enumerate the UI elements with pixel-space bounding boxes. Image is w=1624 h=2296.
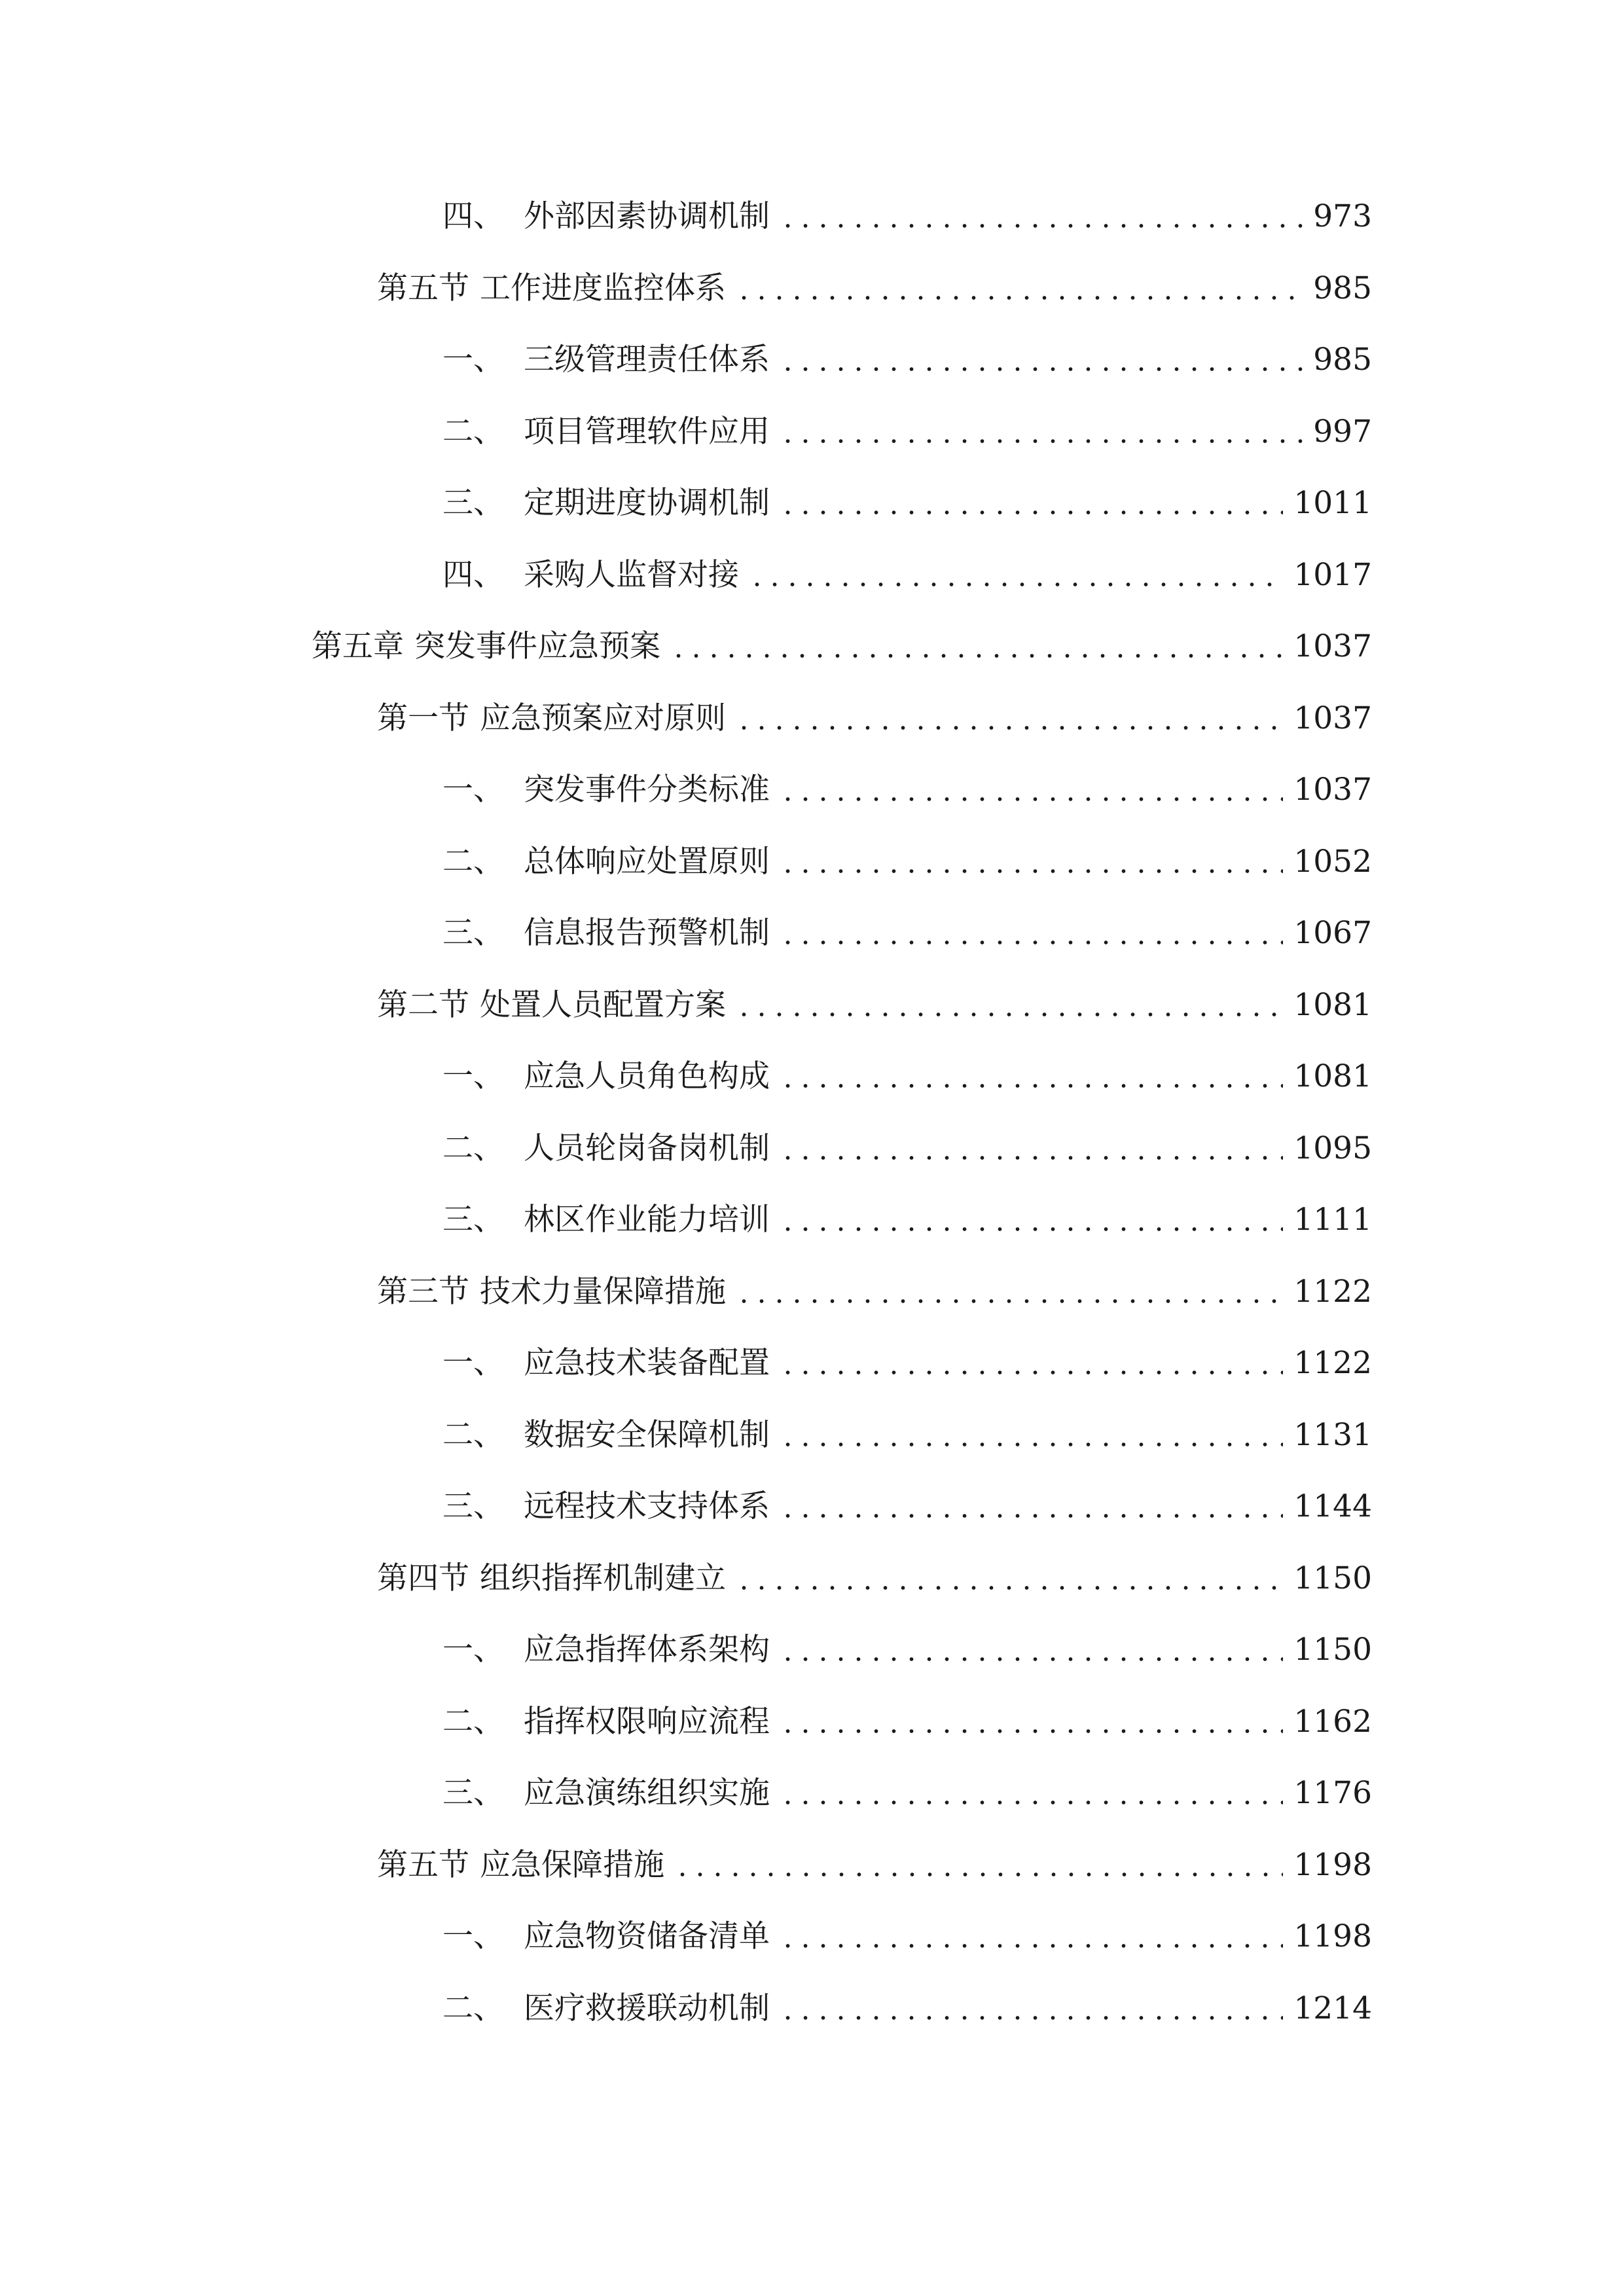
toc-entry[interactable] [0, 334, 1372, 386]
entry-number: 第二节 [377, 987, 469, 1023]
entry-title: 组织指挥机制建立 [480, 1560, 726, 1596]
entry-number: 一、 [442, 1345, 504, 1381]
entry-title: 应急指挥体系架构 [524, 1632, 770, 1668]
entry-number: 一、 [442, 1918, 504, 1954]
entry-page-number: 1052 [1293, 844, 1372, 880]
toc-entry[interactable] [0, 764, 1372, 816]
entry-title: 人员轮岗备岗机制 [524, 1130, 770, 1166]
entry-page-number: 1037 [1293, 628, 1372, 664]
toc-entry[interactable] [0, 1552, 1372, 1605]
toc-entry[interactable] [0, 1839, 1372, 1892]
entry-number: 四、 [442, 557, 504, 593]
entry-page-number: 1214 [1293, 1990, 1372, 2026]
entry-title: 项目管理软件应用 [524, 414, 770, 450]
entry-title: 信息报告预警机制 [524, 915, 770, 951]
entry-page-number: 997 [1313, 414, 1372, 450]
entry-title: 应急演练组织实施 [524, 1775, 770, 1811]
entry-title: 远程技术支持体系 [524, 1488, 770, 1524]
toc-entry[interactable] [0, 1122, 1372, 1175]
dot-leader [735, 296, 1303, 300]
entry-title: 应急保障措施 [480, 1847, 664, 1883]
entry-title: 总体响应处置原则 [524, 844, 770, 880]
toc-entry[interactable] [0, 1050, 1372, 1103]
dot-leader [779, 1156, 1283, 1160]
entry-title: 应急技术装备配置 [524, 1345, 770, 1381]
dot-leader [779, 1514, 1283, 1518]
toc-entry[interactable] [0, 979, 1372, 1031]
entry-page-number: 1095 [1293, 1130, 1372, 1166]
toc-entry[interactable] [0, 1696, 1372, 1748]
entry-number: 第五节 [377, 1847, 469, 1883]
dot-leader [779, 2016, 1283, 2020]
dot-leader [735, 1013, 1283, 1016]
entry-page-number: 1144 [1293, 1488, 1372, 1524]
toc-entry[interactable] [0, 1480, 1372, 1533]
entry-number: 二、 [442, 1130, 504, 1166]
toc-entry[interactable] [0, 1266, 1372, 1318]
entry-number: 一、 [442, 342, 504, 378]
entry-number: 二、 [442, 1704, 504, 1740]
entry-title: 处置人员配置方案 [480, 987, 726, 1023]
entry-page-number: 1162 [1293, 1704, 1372, 1740]
entry-number: 三、 [442, 1488, 504, 1524]
entry-title: 林区作业能力培训 [524, 1202, 770, 1238]
dot-leader [779, 511, 1283, 514]
entry-page-number: 1037 [1293, 772, 1372, 808]
entry-title: 指挥权限响应流程 [524, 1704, 770, 1740]
entry-title: 医疗救援联动机制 [524, 1990, 770, 2026]
entry-number: 第五节 [377, 270, 469, 306]
dot-leader [748, 583, 1283, 586]
entry-number: 三、 [442, 1775, 504, 1811]
entry-page-number: 1122 [1293, 1345, 1372, 1381]
entry-title: 采购人监督对接 [524, 557, 739, 593]
entry-number: 二、 [442, 414, 504, 450]
dot-leader [735, 1586, 1283, 1590]
entry-number: 二、 [442, 1990, 504, 2026]
entry-title: 应急物资储备清单 [524, 1918, 770, 1954]
toc-entry[interactable] [0, 262, 1372, 315]
dot-leader [779, 797, 1283, 801]
entry-page-number: 1037 [1293, 700, 1372, 736]
toc-entry[interactable] [0, 1767, 1372, 1820]
entry-number: 三、 [442, 915, 504, 951]
entry-number: 四、 [442, 198, 504, 234]
toc-entry[interactable] [0, 692, 1372, 745]
dot-leader [735, 1299, 1283, 1303]
dot-leader [670, 654, 1283, 658]
entry-page-number: 1081 [1293, 1058, 1372, 1094]
entry-page-number: 1176 [1293, 1775, 1372, 1811]
toc-entry[interactable] [0, 1337, 1372, 1390]
toc-entry[interactable] [0, 620, 1372, 673]
dot-leader [779, 224, 1303, 228]
dot-leader [779, 1729, 1283, 1733]
entry-page-number: 1198 [1293, 1918, 1372, 1954]
toc-entry[interactable] [0, 1982, 1372, 2035]
entry-number: 二、 [442, 844, 504, 880]
dot-leader [779, 1371, 1283, 1374]
entry-number: 第三节 [377, 1274, 469, 1310]
dot-leader [779, 1443, 1283, 1446]
dot-leader [779, 439, 1303, 443]
entry-title: 技术力量保障措施 [480, 1274, 726, 1310]
entry-page-number: 1198 [1293, 1847, 1372, 1883]
entry-page-number: 1011 [1293, 485, 1372, 521]
entry-number: 一、 [442, 1058, 504, 1094]
dot-leader [779, 367, 1303, 371]
dot-leader [779, 1227, 1283, 1231]
dot-leader [674, 1873, 1283, 1876]
toc-entry[interactable] [0, 836, 1372, 888]
dot-leader [779, 1084, 1283, 1088]
entry-number: 第五章 [312, 628, 404, 664]
toc-entry[interactable] [0, 907, 1372, 960]
entry-title: 应急预案应对原则 [480, 700, 726, 736]
entry-page-number: 1111 [1293, 1202, 1372, 1238]
entry-number: 三、 [442, 1202, 504, 1238]
toc-entry[interactable] [0, 549, 1372, 601]
entry-page-number: 985 [1313, 270, 1372, 306]
toc-entry[interactable] [0, 1409, 1372, 1462]
entry-number: 三、 [442, 485, 504, 521]
entry-page-number: 1150 [1293, 1560, 1372, 1596]
entry-number: 二、 [442, 1417, 504, 1453]
dot-leader [779, 869, 1283, 873]
toc-entry[interactable] [0, 1624, 1372, 1676]
dot-leader [779, 1657, 1283, 1661]
toc-entry[interactable] [0, 477, 1372, 529]
entry-title: 定期进度协调机制 [524, 485, 770, 521]
entry-title: 突发事件分类标准 [524, 772, 770, 808]
toc-entry[interactable] [0, 406, 1372, 458]
entry-page-number: 973 [1313, 198, 1372, 234]
entry-title: 三级管理责任体系 [524, 342, 770, 378]
entry-page-number: 1017 [1293, 557, 1372, 593]
entry-number: 一、 [442, 772, 504, 808]
entry-page-number: 1067 [1293, 915, 1372, 951]
entry-title: 工作进度监控体系 [480, 270, 726, 306]
entry-title: 数据安全保障机制 [524, 1417, 770, 1453]
entry-title: 应急人员角色构成 [524, 1058, 770, 1094]
toc-entry[interactable] [0, 1910, 1372, 1963]
entry-number: 一、 [442, 1632, 504, 1668]
entry-page-number: 1131 [1293, 1417, 1372, 1453]
entry-page-number: 1122 [1293, 1274, 1372, 1310]
entry-number: 第四节 [377, 1560, 469, 1596]
dot-leader [735, 726, 1283, 730]
entry-title: 突发事件应急预案 [414, 628, 660, 664]
dot-leader [779, 1944, 1283, 1948]
toc-entry[interactable] [0, 190, 1372, 243]
dot-leader [779, 1801, 1283, 1804]
entry-title: 外部因素协调机制 [524, 198, 770, 234]
entry-number: 第一节 [377, 700, 469, 736]
entry-page-number: 1081 [1293, 987, 1372, 1023]
toc-entry[interactable] [0, 1194, 1372, 1246]
dot-leader [779, 941, 1283, 944]
entry-page-number: 985 [1313, 342, 1372, 378]
entry-page-number: 1150 [1293, 1632, 1372, 1668]
